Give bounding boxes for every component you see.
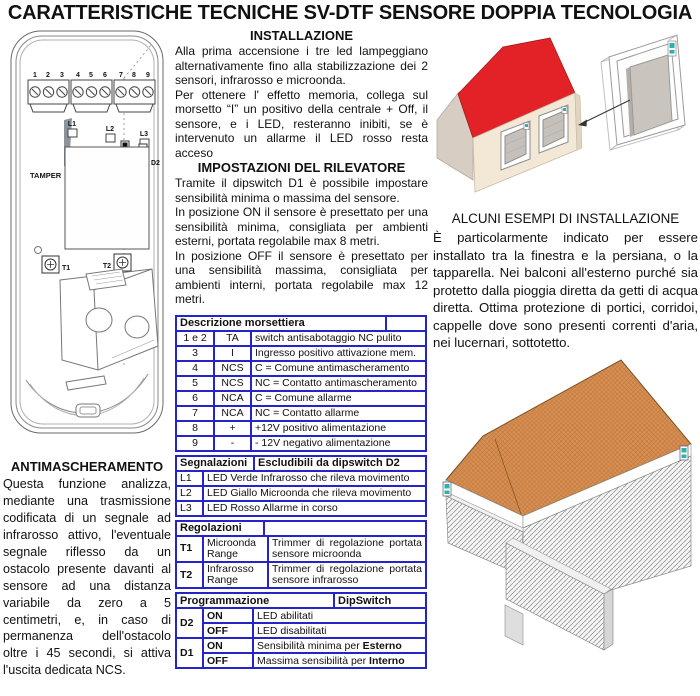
installation-para: Alla prima accensione i tre led lampeggiano alternativamente fino alla stabilizzazione dei 2 sensori, infrarosso e microonda. [175,44,428,88]
support-post [505,605,523,645]
trimmer-name-cell: Infrarosso Range [203,562,268,588]
sensor-icon [443,482,451,496]
house-illustration [433,28,698,198]
code-cell: NCA [214,391,251,406]
state-cell: OFF [203,623,253,638]
terminal-number: 2 [46,72,50,79]
sensor-icon [563,108,566,111]
antimasking-heading: ANTIMASCHERAMENTO [10,459,164,474]
desc-cell [253,623,426,638]
table-row [176,638,426,653]
led2-window [106,134,115,142]
desc-text: Massima sensibilità per [257,654,370,667]
desc-cell: Ingresso positivo attivazione mem. [251,346,426,361]
wall-end-face [604,589,613,650]
antimasking-body: Questa funzione analizza, mediante una trasmissione codificata di un segnale ad infrarosso attivo, l'eventuale segnale riflesso da un ostacolo presente davanti al sensore ad una distanza variabile da zero a 5 centimetri, e, in caso di permanenza dell'ostacolo oltre i 45 secondi, si attiva l'uscita dedicata NCS. [3,477,171,678]
dip-id-cell: D1 [176,638,203,668]
shutter-panel [630,55,672,135]
code-cell: NCS [214,361,251,376]
tamper-label: TAMPER [30,171,62,180]
middle-column [175,28,428,669]
adjustments-table-title: Regolazioni [176,521,264,536]
pin-cell: 1 e 2 [176,331,214,346]
table-row [176,346,426,361]
table-row [176,436,426,451]
table-row [176,471,426,486]
table-row [176,391,426,406]
code-cell: + [214,421,251,436]
device-diagram [2,28,172,442]
desc-cell: +12V positivo alimentazione [251,421,426,436]
desc-cell: Trimmer di regolazione portata sensore microonda [268,536,426,562]
antimasking-section [2,459,172,679]
pin-cell: 5 [176,376,214,391]
pin-cell: 4 [176,361,214,376]
terminals-header-empty-cell [386,316,426,331]
table-row [176,653,426,668]
detector-settings-section [175,176,428,307]
dip-id-cell: D2 [176,608,203,638]
pin-cell: 6 [176,391,214,406]
desc-cell: Trimmer di regolazione portata sensore infrarosso [268,562,426,588]
table-row [176,608,426,623]
lens-assembly [60,269,158,370]
page-title: CARATTERISTICHE TECNICHE SV-DTF SENSORE DOPPIA TECNOLOGIA [7,2,693,24]
terminal-number: 3 [60,72,64,79]
installation-heading: INSTALLAZIONE [249,28,354,43]
table-row [176,376,426,391]
programming-table-subtitle: DipSwitch [334,593,426,608]
examples-body: È particolarmente indicato per essere installato tra la finestra e la persiana, o la tapparella. Nei balconi all'esterno purché sia protetto dalla pioggia diretta da getti di acqua diretta. Ottima protezione di portici, corridoi, cappelle dove sono presenti correnti d'aria, nei lucernari, sottotetto. [433,230,698,351]
terminal-number: 6 [103,72,107,79]
terminal-blocks [28,80,155,112]
terminal-number: 4 [76,72,80,79]
mounting-hole [35,247,42,254]
detector-settings-para: Tramite il dipswitch D1 è possibile impostare sensibilità minima o massima del sensore. [175,176,428,205]
programming-table-title: Programmazione [176,593,334,608]
terminal-number: 8 [132,72,136,79]
terminal-screws [30,87,153,97]
detector-settings-para: In posizione OFF il sensore è presettato per una sensibilità massima, consigliata per ambienti interni, portata regolabile max 12 metri. [175,248,428,307]
trimmer2-label: T2 [102,263,111,270]
code-cell: TA [214,331,251,346]
code-cell: - [214,436,251,451]
led-id-cell: L2 [176,486,203,501]
pin-cell: 8 [176,421,214,436]
desc-cell [253,608,426,623]
desc-text: LED disabilitati [257,624,327,637]
window-frame-detail [601,35,685,150]
signals-header-table [175,455,427,472]
led1-window [68,129,77,137]
pin-cell: 7 [176,406,214,421]
table-row [176,501,426,516]
table-row [176,361,426,376]
case-bottom [26,374,148,417]
pcb-plate [65,147,149,249]
desc-cell: - 12V negativo alimentazione [251,436,426,451]
desc-cell [253,653,426,668]
table-row [176,421,426,436]
table-row [176,623,426,638]
desc-bold-text: Esterno [362,639,402,652]
desc-bold-text: Interno [369,654,405,667]
lens-opening [86,308,112,332]
table-row [176,536,426,562]
terminals-table-title: Descrizione morsettiera [176,316,386,331]
trimmer-id-cell: T2 [176,562,203,588]
led-id-cell: L1 [176,471,203,486]
desc-cell [253,638,426,653]
code-cell: NCS [214,376,251,391]
signals-table-subtitle: Escludibili da dipswitch D2 [254,456,426,471]
spec-tables [175,315,425,670]
desc-cell: C = Comune allarme [251,391,426,406]
detector-settings-para: In posizione ON il sensore è presettato per una sensibilità minima, consigliata per ambienti esterni, portata regolabile max 8 metri. [175,205,428,249]
desc-text: LED abilitati [257,609,314,622]
terminal-number: 7 [119,72,123,79]
state-cell: OFF [203,653,253,668]
detector-settings-heading: IMPOSTAZIONI DEL RILEVATORE [197,160,406,176]
led1-label: L1 [67,121,77,128]
right-column [433,28,698,679]
led2-label: L2 [105,126,115,133]
table-row [176,331,426,346]
signals-table [175,470,427,517]
terminal-number: 5 [89,72,93,79]
signals-table-title: Segnalazioni [176,456,254,471]
code-cell: NCA [214,406,251,421]
desc-cell: C = Comune antimascheramento [251,361,426,376]
table-row [176,406,426,421]
terminals-table [175,330,427,452]
desc-cell: LED Giallo Microonda che rileva movimento [203,486,426,501]
adjustments-table [175,535,427,590]
pin-cell: 3 [176,346,214,361]
trimmer1-label: T1 [62,265,71,272]
programming-table [175,607,427,669]
lens-opening [125,316,149,338]
desc-cell: NC = Contatto antimascheramento [251,376,426,391]
terminal-number: 9 [146,72,150,79]
led-indicators [68,121,149,147]
state-cell: ON [203,638,253,653]
dip2-label: D2 [151,160,160,167]
adjustments-header-empty-cell [264,521,426,536]
sensor-icon [525,124,528,127]
trimmer-id-cell: T1 [176,536,203,562]
table-row [176,486,426,501]
left-column [2,28,172,679]
sensor-icon [680,446,688,460]
terminal-numbers [33,72,150,79]
terminal-number: 1 [33,72,37,79]
desc-cell: switch antisabotaggio NC pulito [251,331,426,346]
led-id-cell: L3 [176,501,203,516]
desc-cell: LED Verde Infrarosso che rileva movimento [203,471,426,486]
state-cell: ON [203,608,253,623]
sensor-icon [668,41,676,56]
examples-heading: ALCUNI ESEMPI DI INSTALLAZIONE [451,211,680,226]
desc-cell: LED Rosso Allarme in corso [203,501,426,516]
desc-cell: NC = Contatto allarme [251,406,426,421]
led3-label: L3 [139,131,149,138]
balcony-illustration [433,358,698,674]
desc-text: Sensibilità minima per [257,639,363,652]
code-cell: I [214,346,251,361]
trimmer-name-cell: Microonda Range [203,536,268,562]
table-row [176,562,426,588]
installation-section [175,44,428,160]
installation-para: Per ottenere l' effetto memoria, collega sul morsetto “I” un positivo della centrale + Off, il sensore, e i LED, resteranno inibiti, se è intervenuto un allarme il LED rosso resta acceso [175,87,428,160]
pin-cell: 9 [176,436,214,451]
